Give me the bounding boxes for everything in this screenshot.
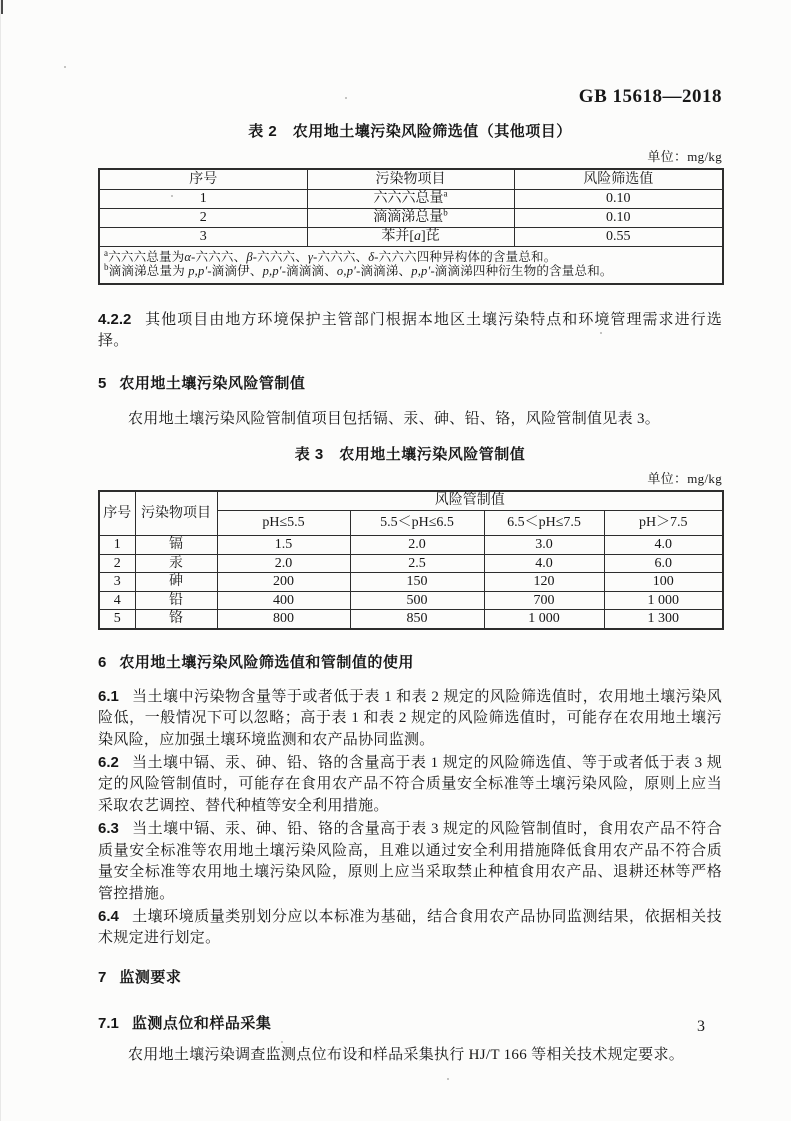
cell-value: 100 bbox=[604, 573, 723, 592]
cell-value: 200 bbox=[217, 573, 350, 592]
heading-text: 农用地土壤污染风险筛选值和管制值的使用 bbox=[119, 653, 414, 671]
cell-value: 3.0 bbox=[484, 536, 604, 555]
cell-no: 1 bbox=[99, 536, 135, 555]
clause-number: 6.3 bbox=[98, 819, 119, 837]
cell-value: 0.10 bbox=[514, 208, 723, 227]
pollutant-name: 六六六总量 bbox=[373, 190, 444, 206]
scan-edge-line bbox=[0, 0, 1, 1121]
pollutant-name: ]芘 bbox=[421, 228, 440, 244]
heading-number: 6 bbox=[98, 653, 107, 671]
cell-value: 6.0 bbox=[604, 554, 723, 573]
cell-pollutant bbox=[307, 189, 514, 208]
table-row bbox=[99, 610, 723, 629]
clause-text: 土壤环境质量类别划分应以本标准为基础，结合食用农产品协同监测结果，依据相关技术规定进行划定。 bbox=[98, 908, 722, 947]
table-row bbox=[99, 189, 723, 208]
clause-number: 4.2.2 bbox=[98, 310, 132, 328]
footnote-text: p,p′ bbox=[188, 264, 208, 278]
footnote-text: -滴滴涕、 bbox=[356, 264, 412, 278]
table3-header-no: 序号 bbox=[99, 491, 135, 536]
cell-no: 1 bbox=[99, 189, 307, 208]
clause-6-4 bbox=[98, 906, 722, 950]
heading-text: 农用地土壤污染风险管制值 bbox=[119, 374, 306, 392]
cell-value: 120 bbox=[484, 573, 604, 592]
scan-speck bbox=[171, 195, 173, 197]
table3 bbox=[98, 490, 724, 630]
footnote-text: 六六六总量为 bbox=[108, 249, 185, 264]
clause-6-1 bbox=[98, 686, 722, 752]
pollutant-name: 滴滴涕总量 bbox=[373, 209, 444, 225]
table-row bbox=[99, 573, 723, 592]
scan-speck bbox=[447, 1078, 449, 1080]
cell-pollutant bbox=[307, 208, 514, 227]
cell-value: 700 bbox=[484, 591, 604, 610]
table3-unit-label: 单位：mg/kg bbox=[647, 470, 722, 486]
scan-speck bbox=[345, 97, 347, 99]
document-content bbox=[98, 0, 722, 1067]
clause-6-2 bbox=[98, 752, 722, 818]
footnote-text: -滴滴涕四种衍生物的含量总和。 bbox=[430, 264, 613, 278]
cell-value: 1.5 bbox=[217, 536, 350, 555]
scan-edge-mark bbox=[1, 0, 3, 14]
cell-value: 4.0 bbox=[484, 554, 604, 573]
table-row bbox=[99, 227, 723, 246]
clause-text: 当土壤中镉、汞、砷、铅、铬的含量高于表 3 规定的风险管制值时，食用农产品不符合质量安全标准等农用地土壤污染风险高，且难以通过安全利用措施降低食用农产品不符合质量安全标准等农用地土壤污染风险，原则上应当采取禁止种植食用农产品、退耕还林等严格管控措施。 bbox=[98, 820, 722, 902]
table2-footnotes bbox=[99, 246, 723, 284]
table3-header-ph1: pH≤5.5 bbox=[217, 511, 350, 536]
cell-value: 400 bbox=[217, 591, 350, 610]
cell-value: 800 bbox=[217, 610, 350, 629]
table3-header-ph2: 5.5＜pH≤6.5 bbox=[350, 511, 484, 536]
para-7-1: 农用地土壤污染调查监测点位布设和样品采集执行 HJ/T 166 等相关技术规定要求。 bbox=[128, 1047, 685, 1064]
cell-no: 3 bbox=[99, 227, 307, 246]
cell-no: 4 bbox=[99, 591, 135, 610]
clause-number: 6.4 bbox=[98, 907, 119, 925]
superscript-marker: a bbox=[443, 188, 448, 199]
table3-header-ph4: pH＞7.5 bbox=[604, 511, 723, 536]
cell-value: 1 000 bbox=[604, 591, 723, 610]
cell-no: 3 bbox=[99, 573, 135, 592]
heading-number: 7.1 bbox=[98, 1015, 119, 1033]
footnote-text: -六六六四种异构体的含量总和。 bbox=[374, 249, 557, 264]
table3-header-row-1 bbox=[99, 491, 723, 511]
cell-pollutant bbox=[307, 227, 514, 246]
footnote-text: p,p′ bbox=[411, 264, 431, 278]
footnote-text: -六六六、 bbox=[313, 249, 369, 264]
clause-4-2-2 bbox=[98, 309, 722, 353]
table-row bbox=[99, 554, 723, 573]
table-row bbox=[99, 208, 723, 227]
table2-header-no: 序号 bbox=[99, 169, 307, 189]
footnote-b bbox=[104, 261, 716, 279]
heading-7 bbox=[98, 966, 722, 987]
cell-value: 4.0 bbox=[604, 536, 723, 555]
table3-header-group: 风险管制值 bbox=[217, 491, 723, 511]
clause-text: 当土壤中污染物含量等于或者低于表 1 和表 2 规定的风险筛选值时，农用地土壤污染风险低，一般情况下可以忽略；高于表 1 和表 2 规定的风险筛选值时，可能存在农用地土壤污染风险，应加强土壤环境监测和农产品协同监测。 bbox=[98, 688, 722, 749]
table2-header-value: 风险筛选值 bbox=[514, 169, 723, 189]
table-row bbox=[99, 591, 723, 610]
cell-pollutant: 铬 bbox=[135, 610, 217, 629]
footnote-text: β bbox=[246, 249, 253, 264]
cell-no: 2 bbox=[99, 554, 135, 573]
cell-value: 150 bbox=[350, 573, 484, 592]
cell-value: 2.0 bbox=[217, 554, 350, 573]
cell-value: 2.5 bbox=[350, 554, 484, 573]
cell-pollutant: 汞 bbox=[135, 554, 217, 573]
table2 bbox=[98, 168, 724, 285]
heading-5 bbox=[98, 372, 722, 393]
footnote-text: 滴滴涕总量为 bbox=[108, 264, 189, 278]
clause-6-3 bbox=[98, 818, 722, 906]
heading-6 bbox=[98, 651, 722, 672]
table2-header-row bbox=[99, 169, 723, 189]
footnote-text: δ bbox=[368, 249, 375, 264]
heading-number: 7 bbox=[98, 969, 107, 987]
cell-pollutant: 铅 bbox=[135, 591, 217, 610]
cell-value: 1 000 bbox=[484, 610, 604, 629]
cell-no: 5 bbox=[99, 610, 135, 629]
table2-unit-label: 单位：mg/kg bbox=[647, 149, 722, 164]
heading-number: 5 bbox=[98, 374, 107, 392]
cell-pollutant: 镉 bbox=[135, 536, 217, 555]
clause-number: 6.1 bbox=[98, 687, 119, 705]
clause-number: 6.2 bbox=[98, 753, 119, 771]
cell-value: 850 bbox=[350, 610, 484, 629]
table2-title: 表 2 农用地土壤污染风险筛选值（其他项目） bbox=[248, 123, 572, 140]
cell-pollutant: 砷 bbox=[135, 573, 217, 592]
scan-speck bbox=[281, 1041, 283, 1043]
footnote-text: γ bbox=[307, 249, 314, 264]
clause-text: 其他项目由地方环境保护主管部门根据本地区土壤污染特点和环境管理需求进行选择。 bbox=[98, 311, 722, 350]
cell-value: 1 300 bbox=[604, 610, 723, 629]
footnote-marker: a bbox=[104, 247, 109, 258]
page-number: 3 bbox=[697, 1018, 705, 1035]
footnote-a bbox=[104, 247, 716, 265]
cell-no: 2 bbox=[99, 208, 307, 227]
table2-header-item: 污染物项目 bbox=[307, 169, 514, 189]
cell-value: 0.10 bbox=[514, 189, 723, 208]
standard-number: GB 15618—2018 bbox=[578, 86, 722, 107]
table-row bbox=[99, 536, 723, 555]
footnote-marker: b bbox=[104, 261, 109, 272]
cell-value: 500 bbox=[350, 591, 484, 610]
scan-speck bbox=[600, 332, 602, 334]
heading-text: 监测点位和样品采集 bbox=[131, 1015, 272, 1033]
heading-text: 监测要求 bbox=[119, 969, 182, 987]
heading-7-1 bbox=[98, 1012, 722, 1033]
table3-header-ph3: 6.5＜pH≤7.5 bbox=[484, 511, 604, 536]
footnote-text: -六六六、 bbox=[191, 249, 247, 264]
italic-a: a bbox=[414, 228, 421, 244]
pollutant-name: 苯并[ bbox=[381, 228, 414, 244]
footnote-text: -六六六、 bbox=[252, 249, 308, 264]
scan-speck bbox=[64, 66, 66, 68]
table2-footnote-row bbox=[99, 246, 723, 284]
footnote-text: -滴滴滴、 bbox=[281, 264, 337, 278]
footnote-text: p,p′ bbox=[262, 264, 282, 278]
superscript-marker: b bbox=[443, 207, 448, 218]
cell-value: 0.55 bbox=[514, 227, 723, 246]
footnote-text: α bbox=[184, 249, 192, 264]
footnote-text: o,p′ bbox=[336, 264, 357, 278]
clause-text: 当土壤中镉、汞、砷、铅、铬的含量高于表 1 规定的风险筛选值、等于或者低于表 3 规定的风险管制值时，可能存在食用农产品不符合质量安全标准等土壤污染风险，原则上应当采取农艺调控、替代种植等安全利用措施。 bbox=[98, 754, 722, 815]
table3-header-item: 污染物项目 bbox=[135, 491, 217, 536]
footnote-text: -滴滴伊、 bbox=[207, 264, 263, 278]
para-5: 农用地土壤污染风险管制值项目包括镉、汞、砷、铅、铬，风险管制值见表 3。 bbox=[128, 410, 661, 427]
cell-value: 2.0 bbox=[350, 536, 484, 555]
table3-title: 表 3 农用地土壤污染风险管制值 bbox=[294, 445, 526, 463]
